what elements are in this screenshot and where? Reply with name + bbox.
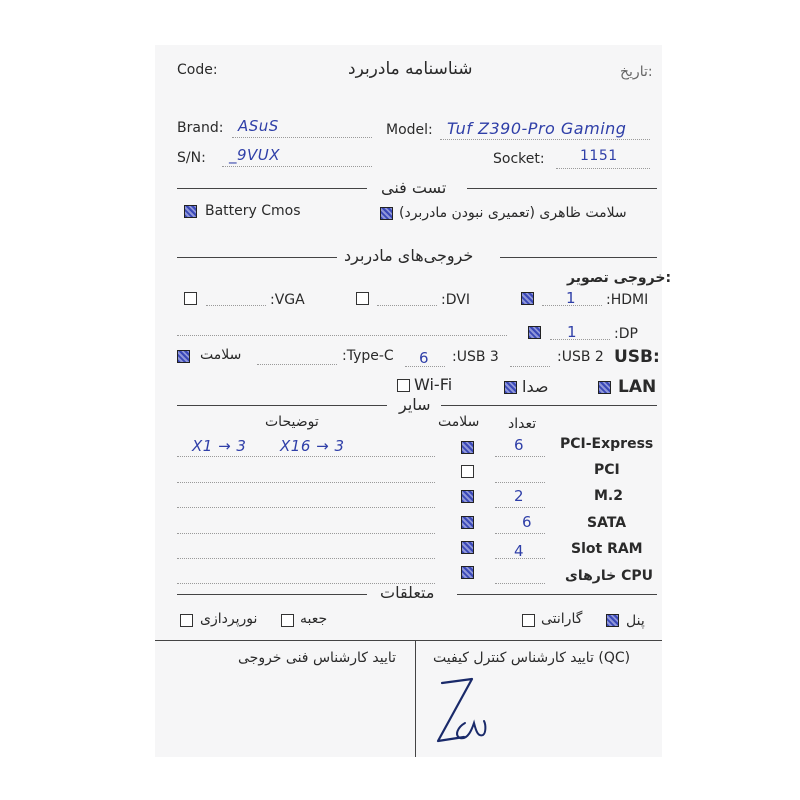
count-column-header: تعداد [508,416,537,432]
box-label: جعبه [300,611,328,627]
pci-label: PCI [594,462,620,478]
pcie-label: PCI-Express [560,436,654,452]
sata-note-dots [177,533,435,534]
panel-checkbox[interactable] [606,614,619,627]
m2-count: 2 [514,487,525,505]
accessories-divider-right [457,594,657,595]
usb2-label: :USB 2 [557,349,604,365]
sound-checkbox[interactable] [504,381,517,394]
ram-count: 4 [514,542,525,560]
video-output-label: خروجی تصویر: [567,270,672,286]
hdmi-checkbox[interactable] [521,292,534,305]
brand-value: ASuS [238,117,279,135]
pcie-count-dots [495,456,545,457]
lighting-checkbox[interactable] [180,614,193,627]
pcie-count: 6 [514,436,525,454]
wifi-checkbox[interactable] [397,379,410,392]
usb3-dots [405,366,445,367]
sn-value: _9VUX [229,146,281,164]
sata-label: SATA [587,515,627,531]
approval-top-border [155,640,662,641]
m2-note-dots [177,507,435,508]
appearance-checkbox[interactable] [380,207,393,220]
usb-health-checkbox[interactable] [177,350,190,363]
appearance-label: سلامت ظاهری (تعمیری نبودن مادربرد) [399,205,627,221]
cpu-pins-health-checkbox[interactable] [461,566,474,579]
lighting-label: نورپردازی [200,611,258,627]
qc-approval-label: تایید کارشناس کنترل کیفیت (QC) [433,650,631,666]
tech-test-divider-left [177,188,367,189]
m2-health-checkbox[interactable] [461,490,474,503]
qc-signature [420,665,510,750]
other-divider-left [177,405,387,406]
pci-health-checkbox[interactable] [461,465,474,478]
pcie-note-1: X1 → 3 [192,437,247,455]
dvi-dots [377,305,437,306]
tech-approval-label: تایید کارشناس فنی خروجی [238,650,397,666]
m2-label: M.2 [594,488,623,504]
model-label: Model: [386,122,433,138]
brand-underline [232,137,372,138]
vga-label: :VGA [270,292,305,308]
warranty-label: گارانتی [541,611,583,627]
ram-count-dots [495,558,545,559]
cpu-pins-label: خارهای CPU [565,568,653,584]
socket-underline [556,168,650,169]
lan-label: LAN [618,377,657,397]
usb-health-label: سلامت [200,347,242,363]
m2-count-dots [495,507,545,508]
accessories-divider-left [177,594,367,595]
dvi-checkbox[interactable] [356,292,369,305]
socket-value: 1151 [580,148,618,164]
panel-label: پنل [626,613,645,629]
page-title: شناسنامه مادربرد [348,59,473,79]
dp-label: :DP [614,326,638,342]
pci-note-dots [177,482,435,483]
sata-health-checkbox[interactable] [461,516,474,529]
date-label: تاریخ: [620,64,653,80]
ram-health-checkbox[interactable] [461,541,474,554]
hdmi-label: :HDMI [606,292,649,308]
video-extra-dots [177,335,507,336]
health-column-header: سلامت [438,414,480,430]
vga-checkbox[interactable] [184,292,197,305]
pcie-note-dots [177,456,435,457]
usb2-dots [510,366,550,367]
ram-note-dots [177,558,435,559]
sata-count-dots [495,533,545,534]
approval-middle-border [415,640,416,757]
battery-cmos-label: Battery Cmos [205,203,301,219]
warranty-checkbox[interactable] [522,614,535,627]
ram-label: Slot RAM [571,541,643,557]
outputs-divider-left [177,257,337,258]
usb-label: USB: [614,347,660,367]
battery-cmos-checkbox[interactable] [184,205,197,218]
sata-count: 6 [522,513,533,531]
typec-label: :Type-C [342,348,394,364]
other-divider-right [441,405,657,406]
box-checkbox[interactable] [281,614,294,627]
usb3-count: 6 [419,349,430,367]
pcie-health-checkbox[interactable] [461,441,474,454]
outputs-divider-right [500,257,657,258]
brand-label: Brand: [177,120,224,136]
typec-dots [257,364,337,365]
notes-column-header: توضیحات [265,414,319,430]
usb3-label: :USB 3 [452,349,499,365]
code-label: Code: [177,62,218,78]
vga-dots [206,305,266,306]
model-underline [440,139,650,140]
outputs-title: خروجی‌های مادربرد [344,246,474,265]
tech-test-title: تست فنی [381,178,447,197]
socket-label: Socket: [493,151,545,167]
tech-test-divider-right [467,188,657,189]
sn-underline [222,166,372,167]
dp-checkbox[interactable] [528,326,541,339]
cpu-count-dots [495,583,545,584]
accessories-title: متعلقات [380,583,435,602]
dp-dots [550,339,610,340]
dp-count: 1 [567,323,578,341]
other-title: سایر [399,395,431,414]
pcie-note-2: X16 → 3 [280,437,345,455]
wifi-label: Wi-Fi [414,375,453,394]
model-value: Tuf Z390-Pro Gaming [447,119,627,138]
pci-count-dots [495,482,545,483]
hdmi-dots [542,305,602,306]
sn-label: S/N: [177,150,206,166]
sound-label: صدا [522,377,549,396]
lan-checkbox[interactable] [598,381,611,394]
dvi-label: :DVI [441,292,470,308]
hdmi-count: 1 [566,289,577,307]
